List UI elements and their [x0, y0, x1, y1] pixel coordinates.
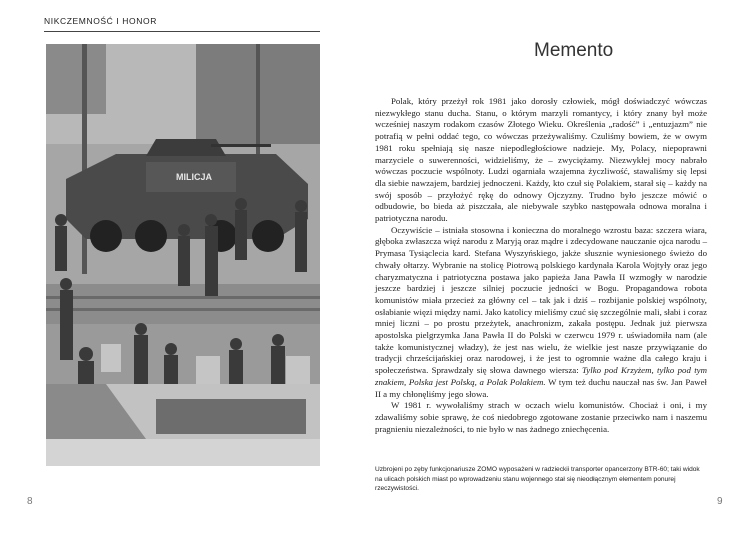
page-number-left: 8	[27, 496, 33, 507]
header-rule	[44, 31, 320, 32]
vehicle-marking: MILICJA	[176, 172, 212, 182]
photo-caption	[375, 465, 707, 494]
paragraph-3: W 1981 r. wywołaliśmy strach w oczach wielu komunistów. Chociaż i oni, i my zdawaliśmy sobie sprawę, że coś niedobrego zgotowane zostanie przeciwko nam i naszemu pragnieniu niezależności, to nie było w nas żadnego zniechęcenia.	[375, 400, 707, 434]
running-header: NIKCZEMNOŚĆ I HONOR	[44, 16, 157, 26]
paragraph-2-end: W tym też duchu nauczał nas św. Jan Paweł II a my chłonęliśmy jego słowa.	[375, 376, 707, 399]
martial-law-photo	[46, 44, 320, 466]
paragraph-2-text: Oczywiście – istniała stosowna i konieczna do moralnego wzrostu baza: szczera wiara, głęboka zwłaszcza więź narodu z Maryją oraz mądre i zdecydowane nauczanie ojca narodu – Prymasa Tysiąclecia kard. Stefana Wyszyńskiego, jakże słusznie wyniesionego świeżo do chwały ołtarzy. Wybranie na stolicę Piotrową polskiego kardynała Karola Wojtyły oraz jego charyzmatyczna i patriotyczna postawa jako papieża Jana Pawła II wzmogły w narodzie jeszcze bardziej i jeszcze silniej poczucie jedności w Bogu. Propagandowa robota komunistów miała przecież za główny cel – tak jak i dziś – rozbijanie polskiej wspólnoty, osłabianie więzi między nami. Jako katolicy mieliśmy czuć się szczególnie mali, słabi i coraz mniej liczni – po prostu przeżytek, anachronizm, zakała postępu. Jednak już pierwsza apostolska pielgrzymka Jana Pawła II do Polski w czerwcu 1979 r. uświadomiła nam (ale także komunistycznej władzy), że jest nas wielu, że wielkie jest nasze przywiązanie do tradycji chrześcijańskiej oraz narodowej, i że jest to ogromnie ważne dla całego kraju i społeczeństwa. Sprawdzały się słowa dawnego wiersza:	[375, 224, 707, 376]
body-text	[375, 96, 707, 435]
paragraph-2	[375, 225, 707, 401]
page-number-right: 9	[717, 496, 723, 507]
poem-quote: Tylko pod Krzyżem, tylko pod tym znakiem, Polska jest Polską, a Polak Polakiem.	[375, 365, 707, 387]
caption-text: Uzbrojeni po zęby funkcjonariusze ZOMO wyposażeni w radzieckii transporter opancerzony BTR-60; taki widok na ulicach polskich miast po wprowadzeniu stanu wojennego stał się nieodłącznym elementem ponurej rzeczywistości.	[375, 466, 700, 493]
chapter-title: Memento	[534, 40, 614, 61]
paragraph-1: Polak, który przeżył rok 1981 jako dorosły człowiek, mógł doświadczyć wówczas niezwykłego stanu ducha. Stanu, o którym marzyli romantycy, i który znany był może wcześniej naszym rodakom czasów Złotego Wieku. Określenia „radość” i „entuzjazm” nie potrafią w pełni oddać tego, co wówczas przeżywaliśmy. Czuliśmy bowiem, że w owym 1981 roku spełniają się nasze niepodległościowe nadzieje. My, Polacy, niepoprawni marzyciele o suwerenności, widzieliśmy, że – zwyciężamy. Niezwykłej mocy nabrało wówczas poczucie wspólnoty. Ludzi ogarniała wzajemna życzliwość, stawaliśmy się lepsi dla siebie nawzajem, bardziej jednoczeni. Każdy, kto czuł się Polakiem, starał się – każdy na swój sposób – przyłożyć rękę do odnowy Ojczyzny. Trudno było jeszcze mówić o odbudowie, bo bieda aż piszczała, ale niebywale szybko następowała odnowa moralna i patriotyczna narodu.	[375, 96, 707, 224]
